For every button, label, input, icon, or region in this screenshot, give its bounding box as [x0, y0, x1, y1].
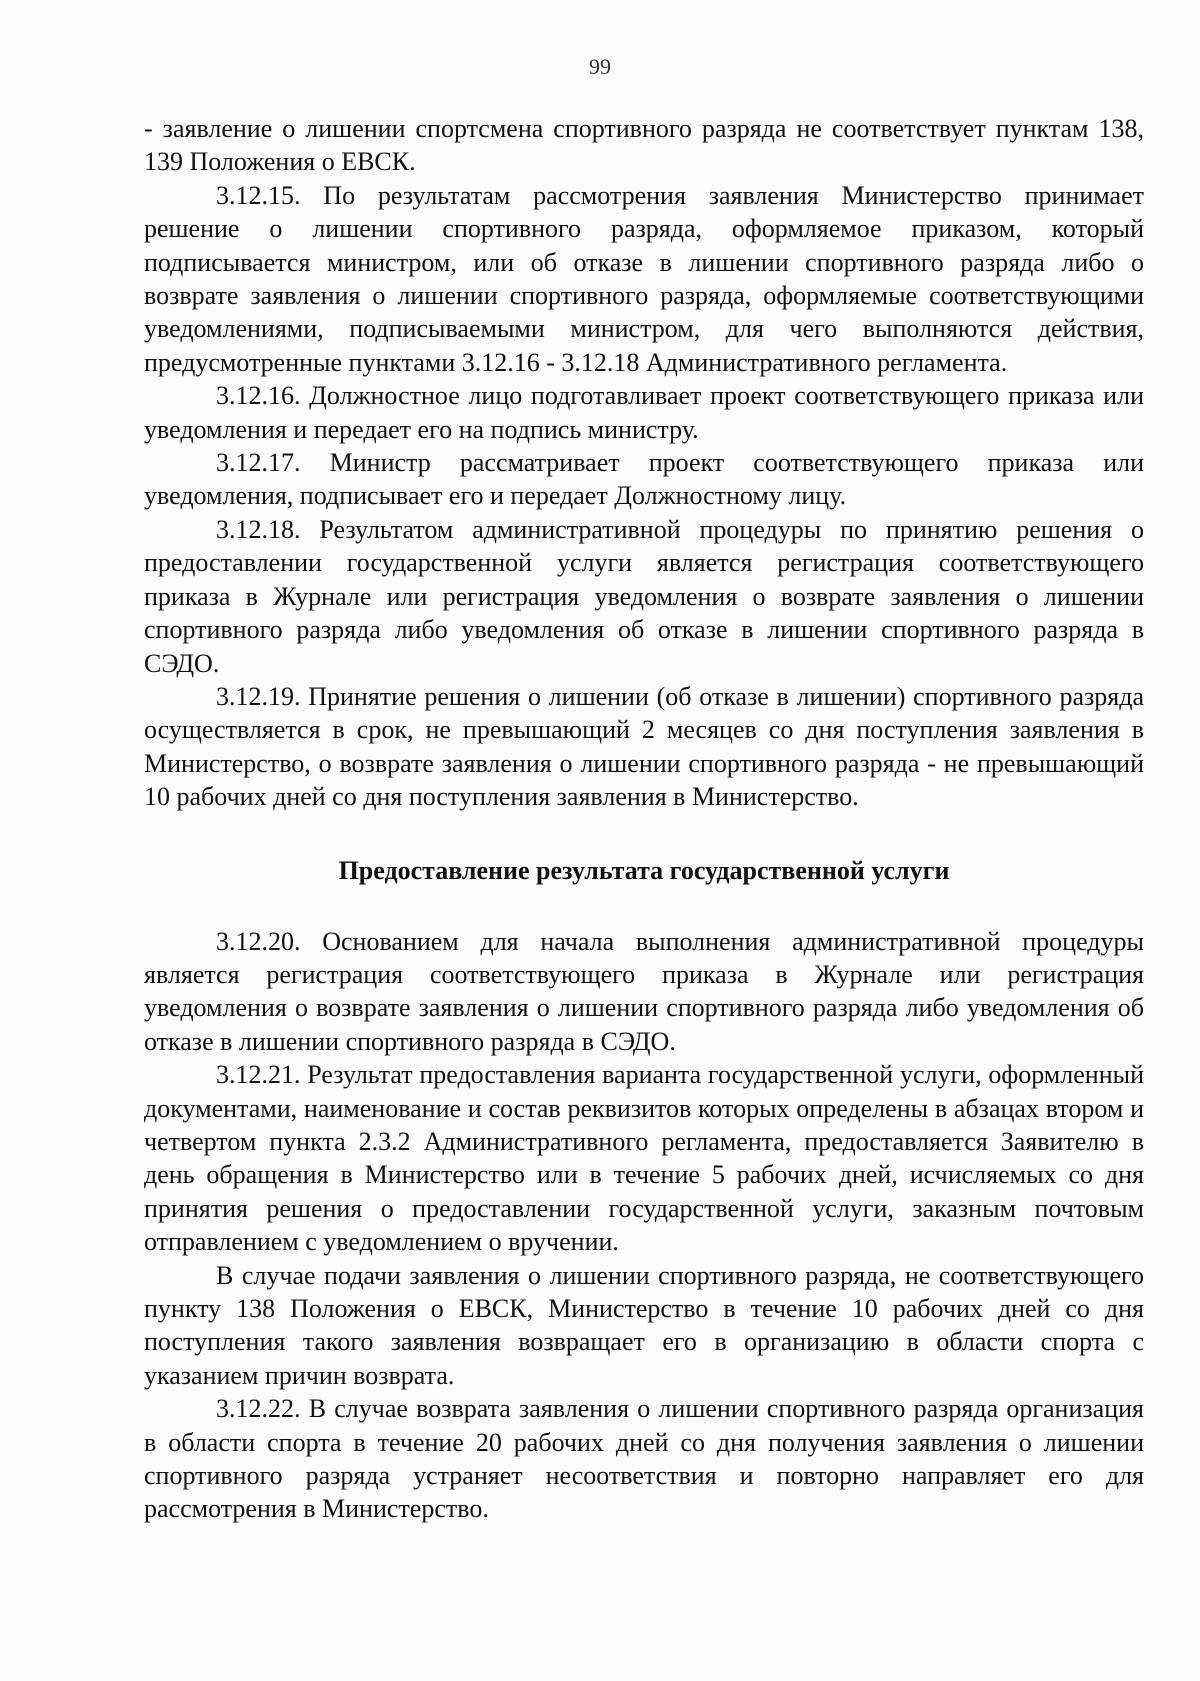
paragraph-3-12-21: 3.12.21. Результат предоставления варианта государственной услуги, оформленный документами, наименование и состав реквизитов которых определены в абзацах втором и четвертом пункта 2.3.2 Административного регламента, предоставляется Заявителю в день обращения в Министерство или в течение 5 рабочих дней, исчисляемых со дня принятия решения о предоставлении государственной услуги, заказным почтовым отправлением с уведомлением о вручении.: [144, 1060, 1144, 1257]
paragraph-3-12-18: 3.12.18. Результатом административной процедуры по принятию решения о предоставлении государственной услуги является регистрация соответствующего приказа в Журнале или регистрация уведомления о возврате заявления о лишении спортивного разряда либо уведомления об отказе в лишении спортивного разряда в СЭДО.: [144, 514, 1144, 678]
paragraph-continuation: - заявление о лишении спортсмена спортивного разряда не соответствует пунктам 138, 139 Положения о ЕВСК.: [144, 114, 1144, 177]
paragraphs-top: [144, 112, 1144, 814]
paragraph-3-12-19: 3.12.19. Принятие решения о лишении (об отказе в лишении) спортивного разряда осуществляется в срок, не превышающий 2 месяцев со дня поступления заявления в Министерство, о возврате заявления о лишении спортивного разряда - не превышающий 10 рабочих дней со дня поступления заявления в Министерство.: [144, 681, 1144, 812]
document-body: [144, 112, 1144, 1526]
paragraph-return-case: В случае подачи заявления о лишении спортивного разряда, не соответствующего пункту 138 Положения о ЕВСК, Министерство в течение 10 рабочих дней со дня поступления такого заявления возвращает его в организацию в области спорта с указанием причин возврата.: [144, 1260, 1144, 1390]
paragraph-3-12-22: 3.12.22. В случае возврата заявления о лишении спортивного разряда организация в области спорта в течение 20 рабочих дней со дня получения заявления о лишении спортивного разряда устраняет несоответствия и повторно направляет его для рассмотрения в Министерство.: [144, 1394, 1144, 1524]
paragraph-3-12-16: 3.12.16. Должностное лицо подготавливает проект соответствующего приказа или уведомления и передает его на подпись министру.: [144, 381, 1144, 444]
paragraph-3-12-15: 3.12.15. По результатам рассмотрения заявления Министерство принимает решение о лишении спортивного разряда, оформляемое приказом, который подписывается министром, или об отказе в лишении спортивного разряда либо о возврате заявления о лишении спортивного разряда, оформляемые соответствующими уведомлениями, подписываемыми министром, для чего выполняются действия, предусмотренные пунктами 3.12.16 - 3.12.18 Административного регламента.: [144, 180, 1144, 377]
paragraph-3-12-20: 3.12.20. Основанием для начала выполнения административной процедуры является регистрация соответствующего приказа в Журнале или регистрация уведомления о возврате заявления о лишении спортивного разряда либо уведомления об отказе в лишении спортивного разряда в СЭДО.: [144, 926, 1144, 1056]
paragraph-3-12-17: 3.12.17. Министр рассматривает проект соответствующего приказа или уведомления, подписывает его и передает Должностному лицу.: [144, 448, 1144, 511]
section-heading: Предоставление результата государственной услуги: [338, 855, 950, 885]
paragraphs-bottom: [144, 925, 1144, 1526]
page-number: 99: [589, 54, 611, 79]
